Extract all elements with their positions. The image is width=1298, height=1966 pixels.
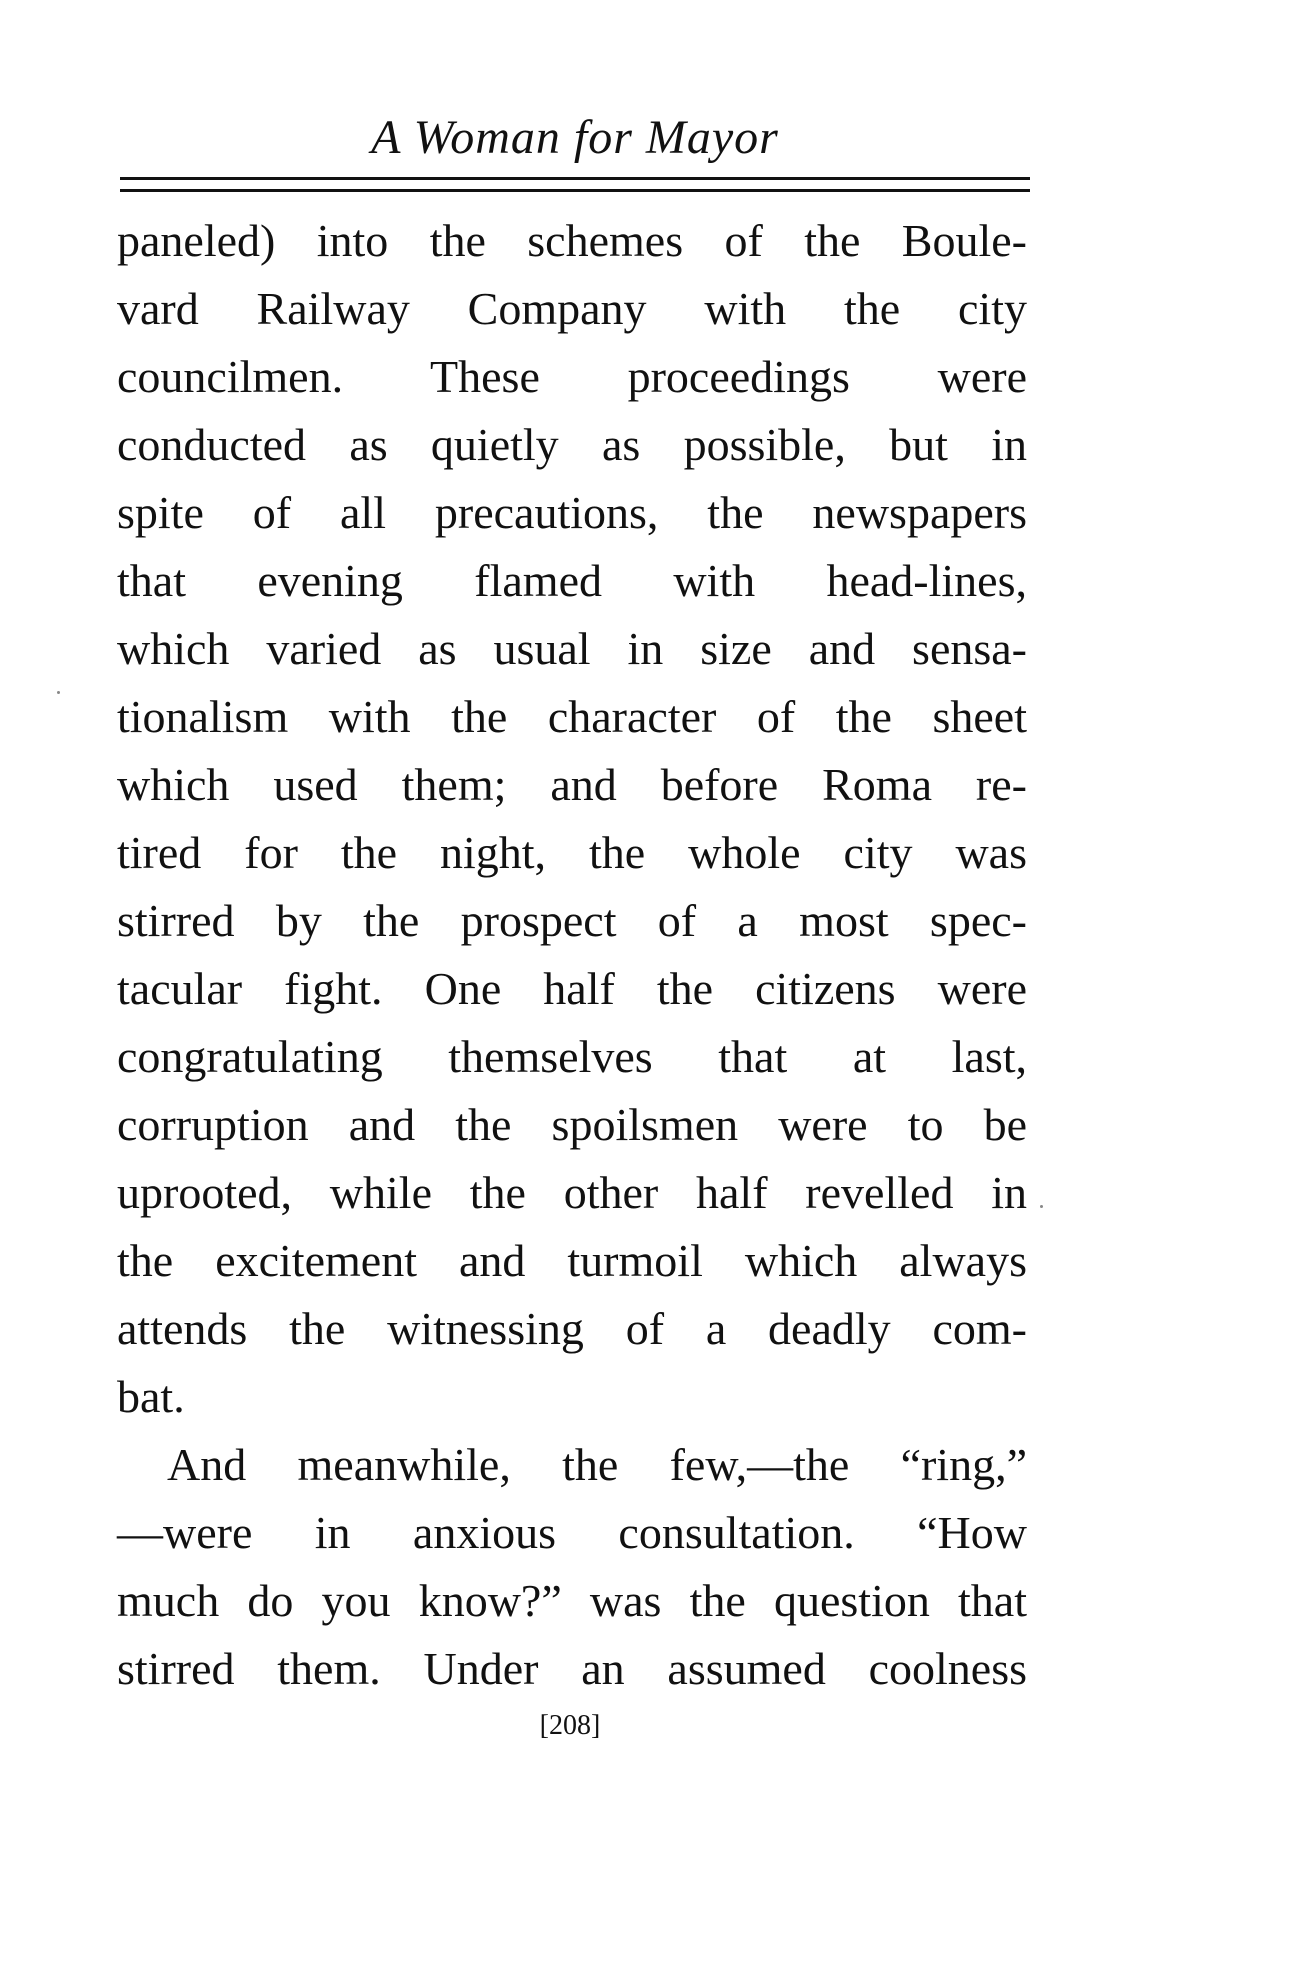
text-line: And meanwhile, the few,—the “ring,”	[167, 1439, 1027, 1490]
text-line: the excitement and turmoil which always	[117, 1235, 1027, 1286]
text-line: that evening flamed with head-lines,	[117, 555, 1027, 606]
text-line: much do you know?” was the question that	[117, 1575, 1027, 1626]
text-line: attends the witnessing of a deadly com-	[117, 1303, 1027, 1354]
text-line: tired for the night, the whole city was	[117, 827, 1027, 878]
text-line: which varied as usual in size and sensa-	[117, 623, 1027, 674]
text-line: spite of all precautions, the newspapers	[117, 487, 1027, 538]
text-line: paneled) into the schemes of the Boule-	[117, 215, 1027, 266]
text-line: councilmen. These proceedings were	[117, 351, 1027, 402]
text-line: corruption and the spoilsmen were to be	[117, 1099, 1027, 1150]
text-line: tionalism with the character of the sheet	[117, 691, 1027, 742]
scan-speck	[57, 691, 60, 694]
text-line: —were in anxious consultation. “How	[117, 1507, 1027, 1558]
text-line: congratulating themselves that at last,	[117, 1031, 1027, 1082]
page-number: [208]	[539, 1710, 601, 1741]
header-rule-top	[120, 177, 1030, 180]
text-line: stirred them. Under an assumed coolness	[117, 1643, 1027, 1694]
body-text	[117, 207, 1027, 1703]
text-line: vard Railway Company with the city	[117, 283, 1027, 334]
text-line: stirred by the prospect of a most spec-	[117, 895, 1027, 946]
text-line: conducted as quietly as possible, but in	[117, 419, 1027, 470]
text-line: which used them; and before Roma re-	[117, 759, 1027, 810]
scan-speck	[1040, 1205, 1043, 1208]
text-line: uprooted, while the other half revelled in	[117, 1167, 1027, 1218]
text-line: tacular fight. One half the citizens were	[117, 963, 1027, 1014]
header-rule-bottom	[120, 189, 1030, 192]
running-head: A Woman for Mayor	[371, 111, 779, 164]
text-line: bat.	[117, 1371, 185, 1422]
